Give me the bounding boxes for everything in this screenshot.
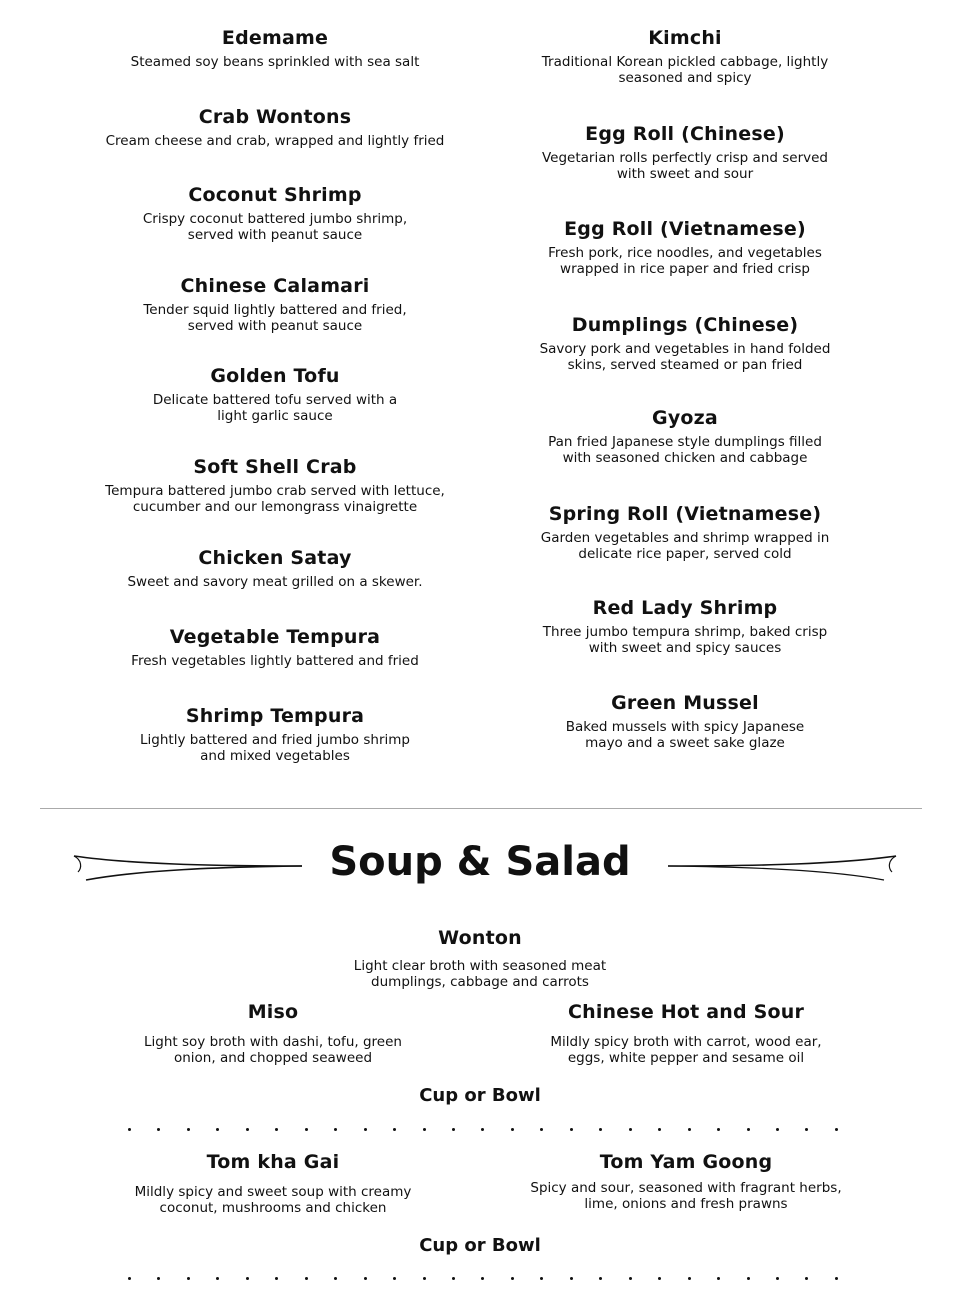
menu-item (70, 546, 480, 590)
item-name: Shrimp Tempura (185, 705, 365, 727)
item-description: Delicate battered tofu served with a light garlic sauce (152, 392, 398, 424)
item-description: Light soy broth with dashi, tofu, green onion, and chopped seaweed (144, 1034, 402, 1066)
item-name: Miso (247, 1001, 299, 1023)
item-description: Pan fried Japanese style dumplings filled with seasoned chicken and cabbage (548, 434, 822, 466)
section-divider (40, 808, 922, 809)
soup-item-wonton (280, 926, 680, 990)
item-description: Mildly spicy and sweet soup with creamy coconut, mushrooms and chicken (134, 1184, 412, 1216)
item-name: Gyoza (652, 407, 718, 429)
menu-item (490, 691, 880, 751)
menu-item (70, 26, 480, 70)
item-name: Soft Shell Crab (193, 456, 357, 478)
menu-item (490, 406, 880, 466)
item-name: Green Mussel (611, 692, 759, 714)
size-label: Cup or Bowl (419, 1085, 541, 1106)
item-name: Wonton (438, 927, 522, 949)
menu-item (70, 364, 480, 424)
item-description: Light clear broth with seasoned meat dumplings, cabbage and carrots (353, 958, 607, 990)
menu-item (70, 274, 480, 334)
item-name: Golden Tofu (210, 365, 340, 387)
menu-item (490, 596, 880, 656)
item-description: Baked mussels with spicy Japanese mayo and a sweet sake glaze (565, 719, 805, 751)
item-name: Coconut Shrimp (188, 184, 362, 206)
item-description: Three jumbo tempura shrimp, baked crisp with sweet and spicy sauces (542, 624, 828, 656)
item-description: Savory pork and vegetables in hand folded skins, served steamed or pan fried (539, 341, 831, 373)
dotted-leader (128, 1124, 838, 1134)
item-description: Spicy and sour, seasoned with fragrant herbs, lime, onions and fresh prawns (530, 1180, 842, 1212)
menu-item (490, 217, 880, 277)
item-description: Fresh pork, rice noodles, and vegetables wrapped in rice paper and fried crisp (548, 245, 822, 277)
menu-item (70, 455, 480, 515)
item-name: Kimchi (648, 27, 722, 49)
item-name: Edemame (221, 27, 329, 49)
menu-item (490, 313, 880, 373)
item-name: Red Lady Shrimp (592, 597, 778, 619)
item-name: Chicken Satay (198, 547, 352, 569)
menu-item (490, 502, 880, 562)
item-name: Egg Roll (Chinese) (585, 123, 785, 145)
item-name: Egg Roll (Vietnamese) (564, 218, 806, 240)
menu-item (70, 105, 480, 149)
section-title: Soup & Salad (329, 839, 631, 885)
item-name: Tom kha Gai (206, 1151, 340, 1173)
item-description: Mildly spicy broth with carrot, wood ear, eggs, white pepper and sesame oil (550, 1034, 822, 1066)
right-flourish-icon (664, 846, 900, 886)
item-description: Tempura battered jumbo crab served with lettuce, cucumber and our lemongrass vinaigrette (105, 483, 445, 515)
soup-item-miso (78, 1000, 468, 1066)
soup-item-tom-yam (500, 1150, 872, 1212)
item-description: Crispy coconut battered jumbo shrimp, served with peanut sauce (142, 211, 408, 243)
menu-item (70, 625, 480, 669)
item-description: Cream cheese and crab, wrapped and lightly fried (105, 133, 445, 149)
item-name: Vegetable Tempura (169, 626, 381, 648)
menu-item (490, 122, 880, 182)
dotted-leader (128, 1273, 838, 1283)
item-name: Chinese Hot and Sour (567, 1001, 805, 1023)
soup-item-tom-kha (78, 1150, 468, 1216)
item-description: Garden vegetables and shrimp wrapped in delicate rice paper, served cold (540, 530, 830, 562)
item-name: Chinese Calamari (180, 275, 370, 297)
item-description: Steamed soy beans sprinkled with sea salt (130, 54, 420, 70)
item-name: Tom Yam Goong (599, 1151, 773, 1173)
size-label: Cup or Bowl (419, 1235, 541, 1256)
item-description: Sweet and savory meat grilled on a skewer. (127, 574, 423, 590)
menu-item (70, 704, 480, 764)
item-description: Tender squid lightly battered and fried, served with peanut sauce (143, 302, 407, 334)
item-description: Vegetarian rolls perfectly crisp and served with sweet and sour (542, 150, 828, 182)
item-description: Traditional Korean pickled cabbage, lightly seasoned and spicy (541, 54, 829, 86)
item-description: Fresh vegetables lightly battered and fried (131, 653, 419, 669)
item-name: Crab Wontons (198, 106, 352, 128)
menu-item (490, 26, 880, 86)
item-description: Lightly battered and fried jumbo shrimp and mixed vegetables (140, 732, 410, 764)
item-name: Spring Roll (Vietnamese) (548, 503, 822, 525)
left-flourish-icon (70, 846, 306, 886)
item-name: Dumplings (Chinese) (571, 314, 799, 336)
menu-item (70, 183, 480, 243)
soup-item-hot-sour (500, 1000, 872, 1066)
